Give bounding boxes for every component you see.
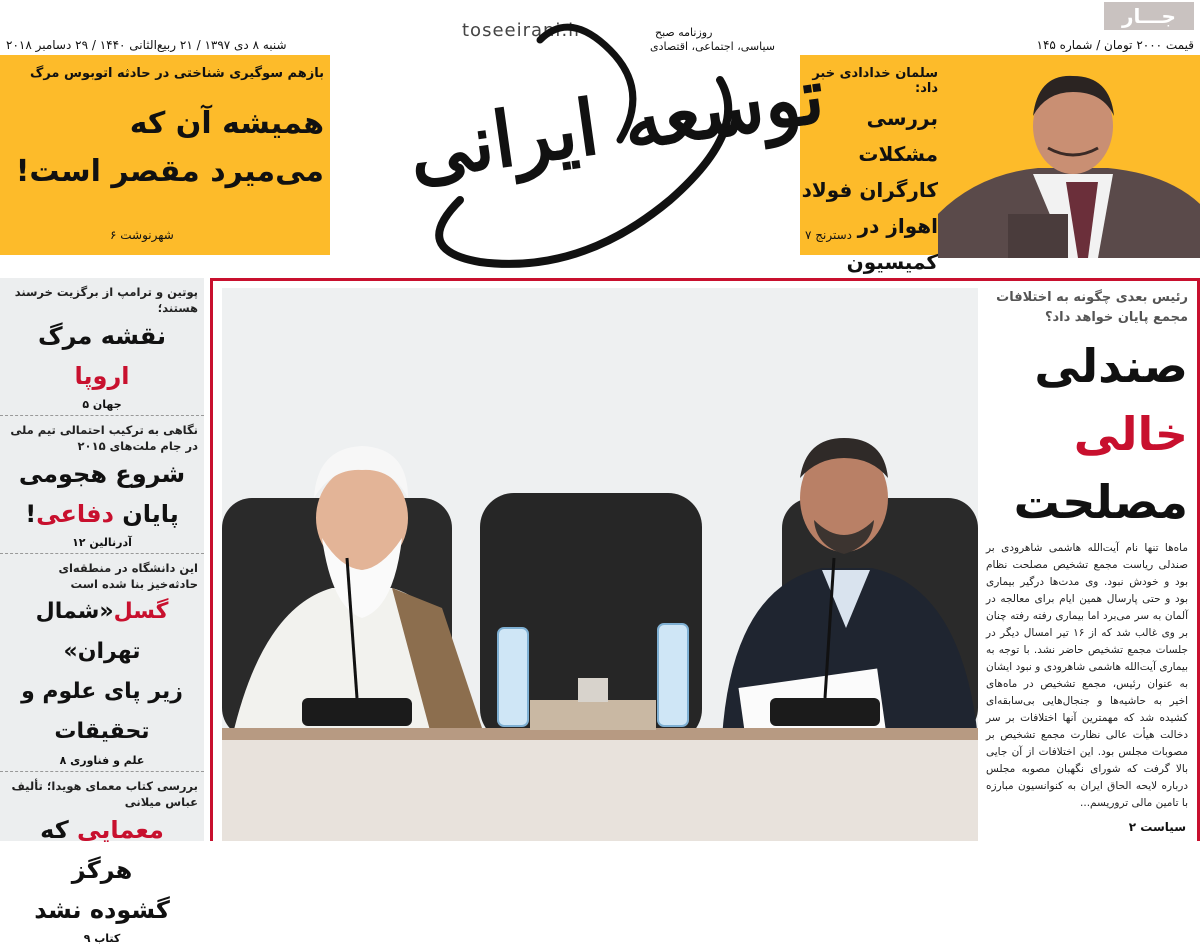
- sidebar-page: آدرنالین ۱۲: [72, 536, 132, 549]
- sidebar-title-line2: اروپا: [74, 362, 130, 390]
- sidebar-title-line2: زیر پای علوم و تحقیقات: [21, 679, 183, 744]
- sidebar-title-part: !: [25, 500, 37, 528]
- left-headline-page: شهرنوشت ۶: [110, 228, 174, 242]
- left-headline-kicker: بازهم سوگیری شناختی در حادثه اتوبوس مرگ: [30, 66, 324, 81]
- main-story-body: ماه‌ها تنها نام آیت‌الله هاشمی شاهرودی بر صندلی ریاست مجمع تشخیص مصلحت نظام بود و خودش نبود. وی مدت‌ها درگیر بیماری بود و حتی پارسال همین ایام برای معالجه در آلمان به سر می‌برد اما بیماری رفته رفته چنان بر وی غالب شد که از ۱۶ تیر امسال دیگر در جلسات مجمع تشخیص حاضر نشد. با توجه به بیماری آیت‌الله هاشمی شاهرودی و نبود ایشان به عنوان رئیس، مجمع تشخیص در ماه‌های اخیر به حاشیه‌ها و جنجال‌هایی بی‌سابقه‌ای کشیده شد که مهمترین آنها اختلافات بر سر دخالت هیأت عالی نظارت مجمع تشخیص بر مصوبات مجلس بود. این اختلافات از آن جایی بالا گرفت که شورای نگهبان مصوبه مجلس درباره لایحه الحاق ایران به کنوانسیون مبارزه با تامین مالی تروریسم...: [986, 542, 1188, 809]
- sidebar-title-part: «شمال تهران»: [35, 599, 141, 664]
- sidebar-title-line2: گشوده نشد: [34, 896, 170, 924]
- sidebar-item[interactable]: [0, 278, 204, 416]
- main-story-title-line1: صندلی: [1034, 339, 1188, 393]
- main-story-title-line3: مصلحت: [1013, 475, 1188, 529]
- sidebar-title-red-part: معمایی: [77, 816, 164, 844]
- main-story: [982, 282, 1196, 841]
- sidebar-title-part: پایان: [113, 500, 179, 528]
- main-story-page: سیاست ۲: [1128, 820, 1186, 834]
- sidebar-title-line1: شروع هجومی: [18, 460, 186, 488]
- right-headline-page: دسترنج ۷: [805, 228, 852, 242]
- price-issue: قیمت ۲۰۰۰ تومان / شماره ۱۴۵: [1036, 38, 1194, 52]
- main-photo: [222, 288, 978, 841]
- logo-text: توسعه ایرانی: [403, 50, 830, 197]
- sidebar-title: [6, 454, 198, 534]
- sidebar-title: [6, 810, 198, 930]
- sidebar-kicker: نگاهی به ترکیب احتمالی تیم ملی در جام ملت‌های ۲۰۱۵: [10, 423, 198, 453]
- sidebar-title-line2: [6, 494, 198, 534]
- sidebar-title-red-part: گسل: [113, 599, 169, 624]
- logo-subtitle-1: روزنامه صبح: [655, 26, 713, 39]
- sidebar-item[interactable]: [0, 772, 204, 949]
- sidebar-item[interactable]: [0, 416, 204, 554]
- sidebar-title-line1: نقشه مرگ: [38, 322, 166, 350]
- sidebar-kicker: بررسی کتاب معمای هویدا؛ تألیف عباس میلانی: [11, 779, 198, 809]
- masthead: [0, 0, 1200, 274]
- sidebar-page: جهان ۵: [82, 398, 122, 411]
- sidebar-title-part: که هرگز: [40, 816, 133, 884]
- left-sidebar: [0, 278, 204, 945]
- main-story-kicker: رئیس بعدی چگونه به اختلافات مجمع پایان خواهد داد؟: [996, 290, 1188, 325]
- sidebar-title-line1: [6, 592, 198, 672]
- sidebar-kicker: این دانشگاه در منطقه‌ای حادثه‌خیز بنا شده است: [58, 561, 198, 591]
- main-story-title[interactable]: [982, 332, 1196, 536]
- website[interactable]: toseeirani.ir: [462, 20, 583, 41]
- sidebar-page: کتاب ۹: [83, 932, 121, 945]
- portrait-image: [938, 64, 1200, 258]
- sidebar-title-line1: [6, 810, 198, 890]
- main-story-title-line2: خالی: [1073, 407, 1188, 461]
- sidebar-kicker: پوتین و ترامپ از برگزیت خرسند هستند؛: [14, 285, 198, 315]
- right-headline-title[interactable]: بررسی مشکلات کارگران فولاد اهواز در کمیسیون: [801, 106, 938, 274]
- date: شنبه ۸ دی ۱۳۹۷ / ۲۱ ربیع‌الثانی ۱۴۴۰ / ۲۹ دسامبر ۲۰۱۸: [6, 38, 287, 52]
- sidebar-title: [6, 316, 198, 396]
- right-headline-kicker: سلمان خدادادی خبر داد:: [812, 66, 938, 96]
- sidebar-item[interactable]: [0, 554, 204, 772]
- sidebar-title: [6, 592, 198, 752]
- left-headline-title[interactable]: همیشه آن که می‌میرد مقصر است!: [15, 106, 324, 189]
- logo-subtitle-2: سیاسی، اجتماعی، اقتصادی: [650, 40, 776, 53]
- sidebar-title-red-part: دفاعی: [36, 500, 114, 528]
- badge: جـــار: [1104, 2, 1194, 30]
- sidebar-page: علم و فناوری ۸: [59, 754, 145, 767]
